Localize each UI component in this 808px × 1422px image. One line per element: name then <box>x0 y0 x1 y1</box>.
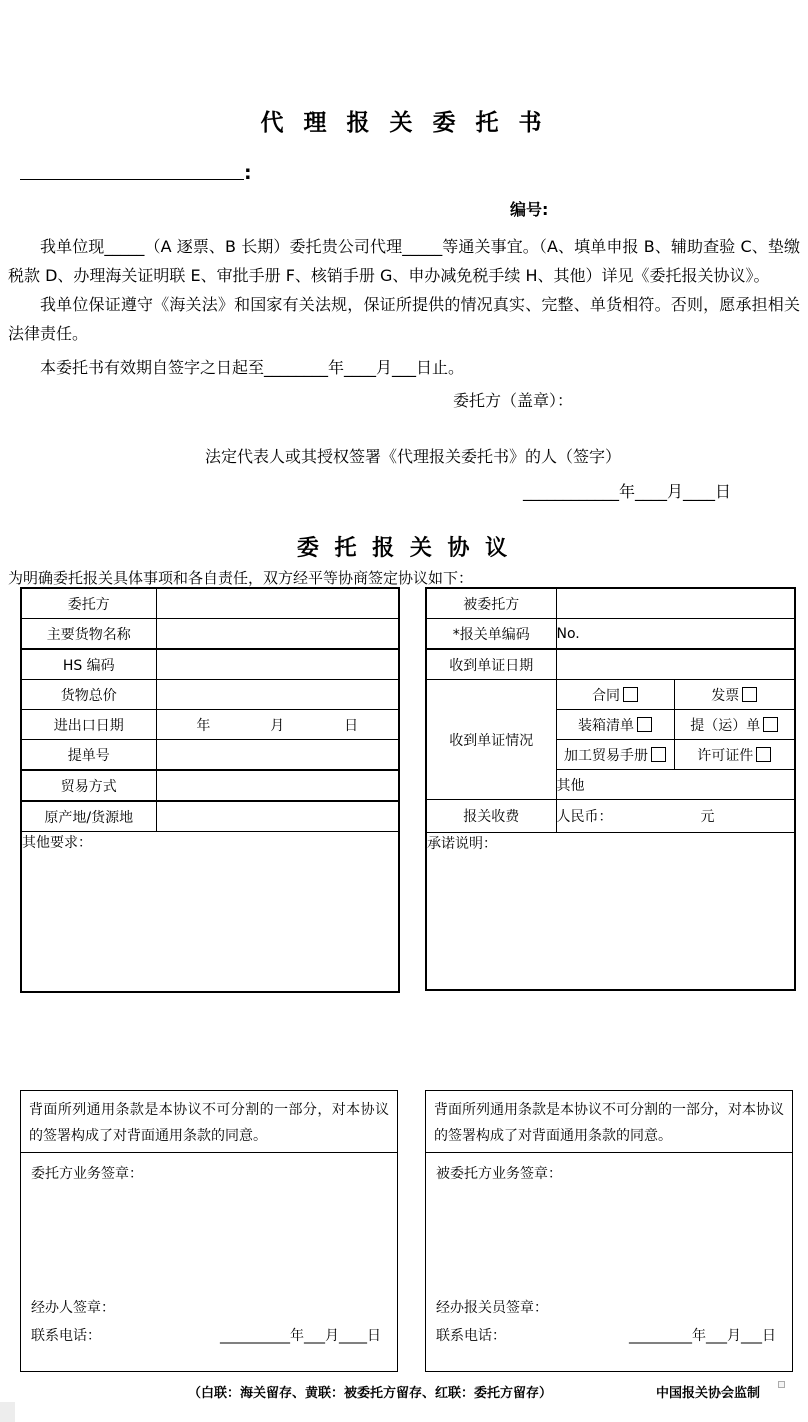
handler-seal-label: 经办人签章： <box>31 1300 115 1316</box>
goods-total-value-label: 货物总价 <box>21 680 156 710</box>
agent-info-table <box>425 587 796 991</box>
page-footer <box>0 1382 808 1401</box>
copies-distribution-note: （白联：海关留存、黄联：被委托方留存、红联：委托方留存） <box>187 1386 552 1401</box>
client-signature-area[interactable] <box>21 1153 397 1371</box>
month-label: 月 <box>270 717 285 734</box>
import-export-date-label: 进出口日期 <box>21 710 156 740</box>
trade-manual-label: 加工贸易手册 <box>564 747 648 764</box>
goods-name-value-cell[interactable] <box>156 619 399 650</box>
client-value-cell[interactable] <box>156 588 399 619</box>
table-row <box>21 649 399 680</box>
license-checkbox[interactable] <box>756 747 771 762</box>
documents-received-date-cell[interactable] <box>556 649 795 680</box>
table-row <box>426 588 795 619</box>
currency-label: 人民币： <box>556 809 613 825</box>
declaration-code-label: *报关单编码 <box>426 619 556 650</box>
agent-signature-area[interactable] <box>426 1153 792 1371</box>
table-row <box>21 710 399 740</box>
table-row <box>21 619 399 650</box>
paragraph-guarantee: 我单位保证遵守《海关法》和国家有关法规，保证所提供的情况真实、完整、单货相符。否则，愿承担相关法律责任。 <box>8 295 800 343</box>
declaration-fee-cell[interactable] <box>556 800 795 833</box>
client-seal-label: 委托方（盖章）： <box>453 391 574 410</box>
promise-note-cell[interactable] <box>426 833 795 991</box>
scrollbar-fragment[interactable] <box>0 1402 15 1422</box>
addressee-colon: : <box>244 162 252 184</box>
agent-signature-box <box>425 1090 793 1372</box>
agent-label: 被委托方 <box>426 588 556 619</box>
documents-status-label: 收到单证情况 <box>426 680 556 800</box>
bl-doc-cell <box>674 710 795 740</box>
invoice-doc-cell <box>674 680 795 710</box>
declaration-fee-label: 报关收费 <box>426 800 556 833</box>
other-requirements-cell[interactable] <box>21 832 399 993</box>
reverse-terms-notice: 背面所列通用条款是本协议不可分割的一部分，对本协议的签署构成了对背面通用条款的同意。 <box>21 1091 397 1153</box>
agreement-heading: 委 托 报 关 协 议 <box>296 536 512 561</box>
trade-mode-label: 贸易方式 <box>21 770 156 801</box>
day-label: 日 <box>344 717 359 734</box>
agent-business-seal-label: 被委托方业务签章： <box>436 1166 562 1182</box>
contract-label: 合同 <box>592 687 620 704</box>
table-row <box>426 680 795 710</box>
other-docs-label: 其他 <box>556 777 585 794</box>
packing-list-doc-cell <box>556 710 674 740</box>
trade-manual-checkbox[interactable] <box>651 747 666 762</box>
table-row <box>426 800 795 833</box>
packing-list-label: 装箱清单 <box>578 717 634 734</box>
trade-mode-value-cell[interactable] <box>156 770 399 801</box>
promise-note-label: 承诺说明： <box>427 836 497 852</box>
packing-list-checkbox[interactable] <box>637 717 652 732</box>
table-row <box>21 588 399 619</box>
license-label: 许可证件 <box>697 747 754 764</box>
table-row <box>426 649 795 680</box>
hs-code-label: HS 编码 <box>21 649 156 680</box>
table-row <box>21 832 399 993</box>
table-row <box>21 680 399 710</box>
import-export-date-cell[interactable] <box>156 710 399 740</box>
year-label: 年 <box>196 717 211 734</box>
documents-received-date-label: 收到单证日期 <box>426 649 556 680</box>
client-info-table <box>20 587 400 993</box>
bl-number-label: 提单号 <box>21 740 156 771</box>
table-row <box>21 740 399 771</box>
hs-code-value-cell[interactable] <box>156 649 399 680</box>
phone-label: 联系电话： <box>436 1328 506 1344</box>
declarant-seal-label: 经办报关员签章： <box>436 1300 548 1316</box>
reverse-terms-notice: 背面所列通用条款是本协议不可分割的一部分，对本协议的签署构成了对背面通用条款的同意。 <box>426 1091 792 1153</box>
contract-doc-cell <box>556 680 674 710</box>
invoice-checkbox[interactable] <box>742 687 757 702</box>
issuing-authority: 中国报关协会监制 <box>655 1386 760 1401</box>
legal-representative-line: 法定代表人或其授权签署《代理报关委托书》的人（签字） <box>205 447 622 466</box>
agreement-intro: 为明确委托报关具体事项和各自责任，双方经平等协商签定协议如下： <box>8 569 474 587</box>
sign-date-line: ____________年____月____日 <box>523 482 732 501</box>
license-doc-cell <box>674 740 795 770</box>
trade-manual-doc-cell <box>556 740 674 770</box>
addressee-line <box>20 161 808 185</box>
table-row <box>21 801 399 832</box>
client-business-seal-label: 委托方业务签章： <box>31 1166 143 1182</box>
signature-date-line: _________年___月___日 <box>629 1328 776 1344</box>
addressee-blank-field[interactable] <box>20 161 244 180</box>
origin-label: 原产地/货源地 <box>21 801 156 832</box>
other-requirements-label: 其他要求： <box>22 835 92 851</box>
bl-number-value-cell[interactable] <box>156 740 399 771</box>
document-number-label: 编号: <box>510 200 549 219</box>
goods-name-label: 主要货物名称 <box>21 619 156 650</box>
page-title: 代 理 报 关 委 托 书 <box>260 110 548 136</box>
contract-checkbox[interactable] <box>623 687 638 702</box>
other-docs-cell[interactable] <box>556 770 795 800</box>
paragraph-entrust: 我单位现_____（A 逐票、B 长期）委托贵公司代理_____等通关事宜。（A、填单申报 B、辅助查验 C、垫缴税款 D、办理海关证明联 E、审批手册 F、核销手册 G、申办减免税手续 H、其他）详见《委托报关协议》。 <box>8 237 800 285</box>
table-row <box>21 770 399 801</box>
letter-body <box>8 232 800 382</box>
invoice-label: 发票 <box>711 687 740 704</box>
signature-date-line: __________年___月____日 <box>220 1328 381 1344</box>
origin-value-cell[interactable] <box>156 801 399 832</box>
phone-label: 联系电话： <box>31 1328 101 1344</box>
table-row <box>426 833 795 991</box>
client-signature-box <box>20 1090 398 1372</box>
table-row <box>426 619 795 650</box>
declaration-code-value-cell[interactable]: No. <box>556 619 795 650</box>
bl-doc-label: 提（运）单 <box>690 717 761 734</box>
table-resize-handle <box>778 1381 785 1388</box>
bl-doc-checkbox[interactable] <box>763 717 778 732</box>
authorization-letter <box>0 104 808 502</box>
client-label: 委托方 <box>21 588 156 619</box>
agent-value-cell[interactable] <box>556 588 795 619</box>
goods-total-value-cell[interactable] <box>156 680 399 710</box>
validity-line: 本委托书有效期自签字之日起至________年____月___日止。 <box>40 358 465 377</box>
yuan-label: 元 <box>700 809 715 825</box>
